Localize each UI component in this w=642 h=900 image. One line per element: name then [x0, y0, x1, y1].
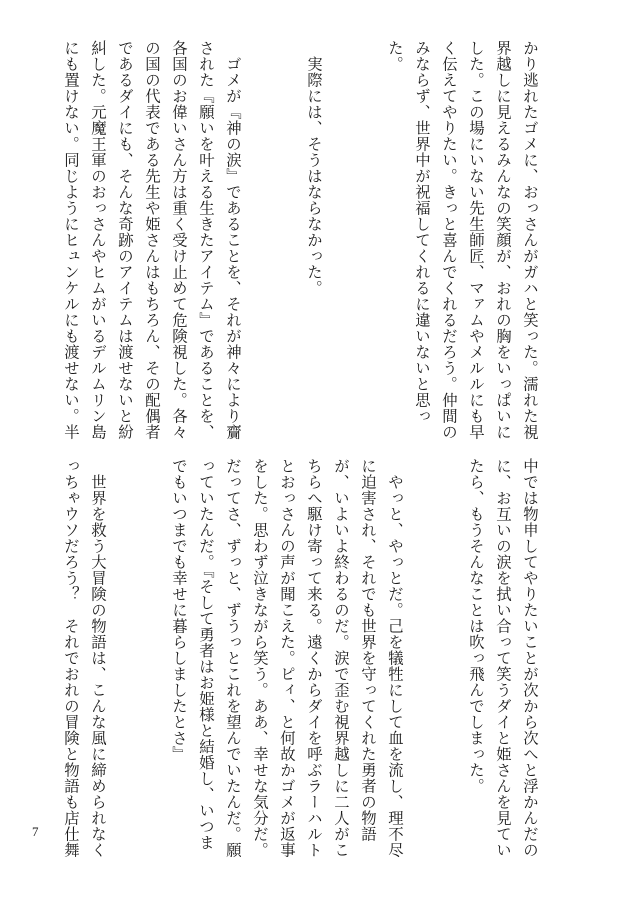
paragraph: 実際には、そうはならなかった。 — [305, 40, 323, 296]
paragraph: 世界を救う大冒険の物語は、こんな風に締められなくっちゃウソだろう？ それでおれの冒険と物語も店仕舞 — [62, 458, 107, 858]
paragraph: やっと、やっとだ。己を犠牲にして血を流し、理不尽に迫害され、それでも世界を守ってくれた勇者の物語が、いよいよ終わるのだ。涙で歪む視界越しに二人がこちらへ駆け寄って来る。遠くからダイを呼ぶラーハルトとおっさんの声が聞こえた。ピィ、と何故かゴメが返事をした。思わず泣きながら笑う。ああ、幸せな気分だ。だってさ、ずっと、ずうっとこれを望んでいたんだ。願っていたんだ。『そして勇者はお姫様と結婚し、いつまでもいつまでも幸せに暮らしましたとさ』 — [170, 458, 404, 858]
paragraph: 中では物申してやりたいことが次から次へと浮かんだのに、お互いの涙を拭い合って笑うダイと姫さんを見ていたら、もうそんなことは吹っ飛んでしまった。 — [467, 458, 539, 858]
text-block-upper — [57, 40, 597, 440]
text-block-lower — [57, 458, 597, 858]
page-number: 7 — [32, 824, 39, 839]
paragraph: かり逃れたゴメに、おっさんがガハと笑った。濡れた視界越しに見えるみんなの笑顔が、おれの胸をいっぱいにした。この場にいない先生師匠、マァムやメルルにも早く伝えてやりたい。きっと喜んでくれるだろう。仲間のみならず、世界中が祝福してくれるに違いないと思った。 — [386, 40, 539, 440]
paragraph: ゴメが『神の涙』であることを、それが神々により齎された『願いを叶える生きたアイテム』であることを、各国のお偉いさん方は重く受け止めて危険視した。各々の国の代表である先生や姫さんはもちろん、その配偶者であるダイにも、そんな奇跡のアイテムは渡せないと紛糾した。元魔王軍のおっさんやヒムがいるデルムリン島にも置けない。同じようにヒュンケルにも渡せない。半 — [62, 40, 242, 440]
